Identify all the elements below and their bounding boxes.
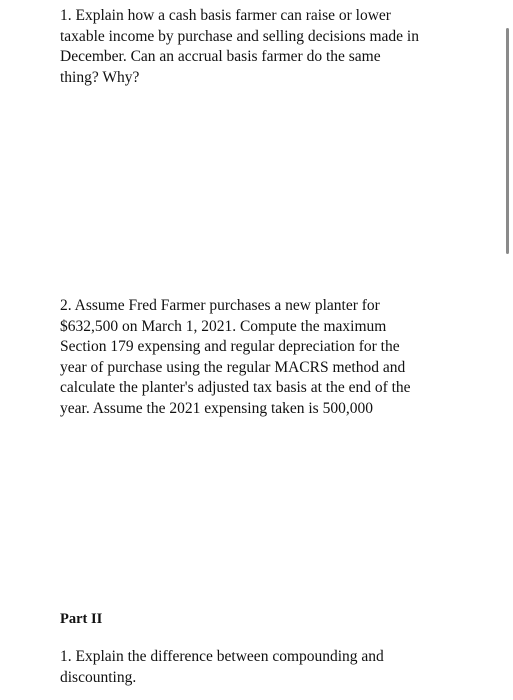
question-1-line: December. Can an accrual basis farmer do the same	[60, 48, 381, 65]
question-2-line: $632,500 on March 1, 2021. Compute the maximum	[60, 317, 387, 335]
question-2-line: year. Assume the 2021 expensing taken is 500,000	[60, 399, 373, 417]
question-1-line: taxable income by purchase and selling decisions made in	[60, 27, 419, 45]
part-two-question-1-line: discounting.	[60, 668, 137, 686]
question-1-line: thing? Why?	[60, 68, 140, 86]
vertical-scrollbar-thumb[interactable]	[506, 28, 509, 254]
question-2-line: year of purchase using the regular MACRS method and	[60, 358, 406, 376]
question-1-line: 1. Explain how a cash basis farmer can raise or lower	[60, 7, 391, 24]
part-two-question-1	[60, 647, 384, 688]
question-2-line: Section 179 expensing and regular depreciation for the	[60, 338, 400, 355]
question-2-line: 2. Assume Fred Farmer purchases a new planter for	[60, 297, 380, 314]
part-two-question-1-line: 1. Explain the difference between compounding and	[60, 648, 384, 665]
question-1	[60, 6, 419, 88]
part-two-heading: Part II	[60, 611, 103, 627]
question-2-line: calculate the planter's adjusted tax basis at the end of the	[60, 379, 411, 396]
question-2	[60, 296, 411, 419]
